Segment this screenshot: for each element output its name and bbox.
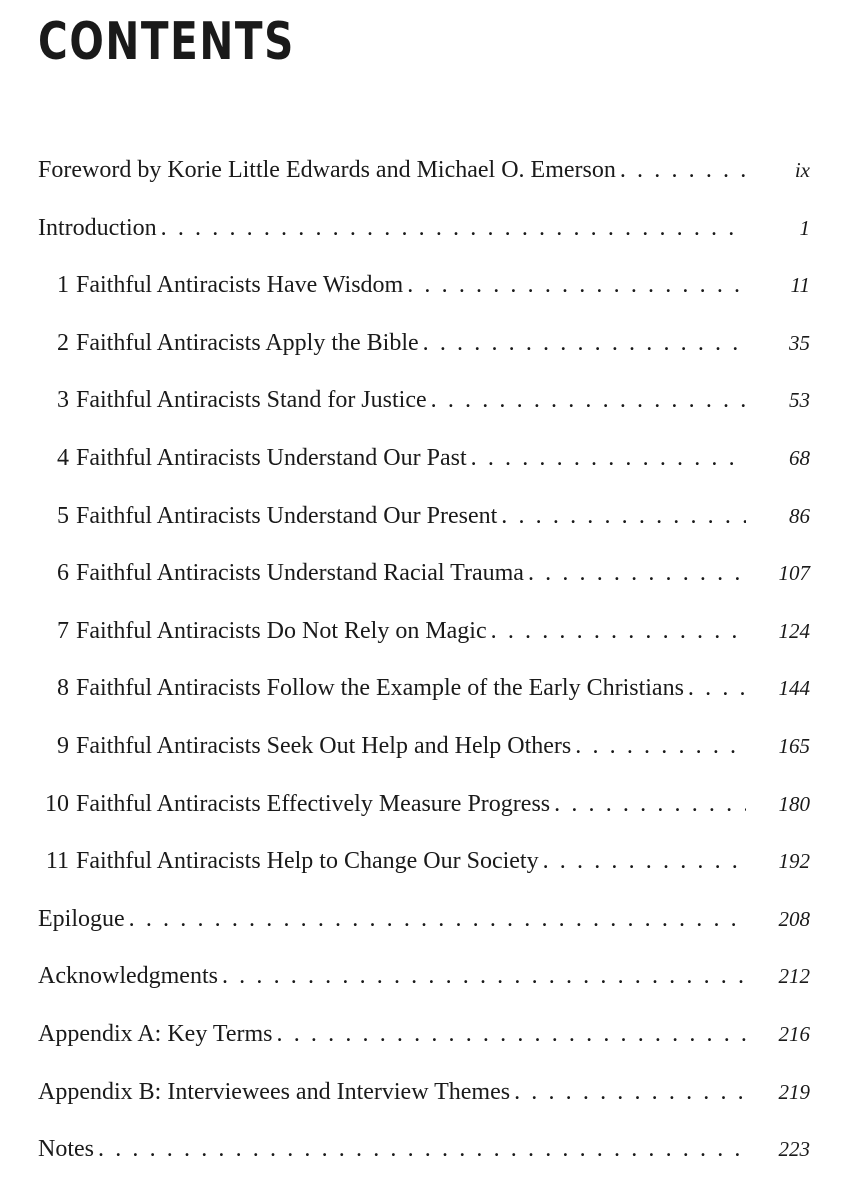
toc-entry-title: Faithful Antiracists Stand for Justice [76, 387, 427, 414]
toc-entry-page: 212 [778, 964, 810, 989]
toc-entry-page: ix [794, 158, 810, 182]
toc-entry-title: Faithful Antiracists Seek Out Help and Help Others [76, 732, 572, 759]
chapter-number: 3 [57, 387, 69, 414]
toc-entry-appendix-a[interactable] [38, 1006, 810, 1064]
toc-entry-page: 165 [778, 733, 810, 758]
toc-entry-page: 1 [799, 215, 810, 240]
chapter-number: 10 [45, 790, 69, 817]
toc-entry-title: Faithful Antiracists Apply the Bible [76, 329, 419, 356]
dot-leader [471, 430, 746, 488]
toc-entry-title: Foreword by Korie Little Edwards and Michael O. Emerson [38, 157, 616, 183]
toc-entry-page: 219 [778, 1079, 810, 1104]
toc-entry-title: Faithful Antiracists Follow the Example of the Early Christians [76, 675, 684, 702]
toc-entry-title: Epilogue [38, 905, 125, 932]
chapter-number: 9 [57, 732, 69, 759]
toc-entry-chapter-4[interactable] [38, 430, 810, 488]
toc-entry-chapter-8[interactable] [38, 660, 810, 718]
chapter-number: 2 [57, 329, 69, 356]
chapter-number: 1 [57, 272, 69, 299]
toc-entry-chapter-3[interactable] [38, 372, 810, 430]
chapter-number: 4 [57, 444, 69, 471]
toc-entry-chapter-1[interactable] [38, 257, 810, 315]
toc-entry-page: 68 [789, 445, 810, 470]
toc-entry-title: Faithful Antiracists Understand Our Past [76, 444, 467, 471]
toc-entry-title: Faithful Antiracists Do Not Rely on Magic [76, 617, 487, 644]
toc-entry-page: 223 [778, 1137, 810, 1162]
toc-entry-page: 208 [778, 906, 810, 931]
toc-entry-page: 35 [789, 330, 810, 355]
dot-leader [98, 1121, 746, 1179]
table-of-contents [38, 142, 810, 1179]
dot-leader [543, 833, 746, 891]
toc-entry-title: Faithful Antiracists Have Wisdom [76, 272, 404, 299]
toc-entry-title: Faithful Antiracists Understand Racial Trauma [76, 560, 524, 587]
toc-entry-title: Acknowledgments [38, 963, 218, 990]
toc-entry-title: Appendix B: Interviewees and Interview Themes [38, 1078, 511, 1105]
toc-entry-acknowledgments[interactable] [38, 948, 810, 1006]
dot-leader [620, 142, 746, 200]
toc-entry-chapter-7[interactable] [38, 603, 810, 661]
toc-entry-title: Faithful Antiracists Understand Our Present [76, 502, 498, 529]
toc-entry-chapter-2[interactable] [38, 315, 810, 373]
toc-entry-chapter-6[interactable] [38, 545, 810, 603]
dot-leader [501, 488, 746, 546]
dot-leader [129, 891, 746, 949]
page-title: CONTENTS [38, 12, 295, 72]
toc-entry-title: Appendix A: Key Terms [38, 1020, 273, 1047]
toc-entry-page: 192 [778, 849, 810, 874]
toc-entry-chapter-11[interactable] [38, 833, 810, 891]
toc-entry-page: 144 [778, 676, 810, 701]
dot-leader [277, 1006, 746, 1064]
chapter-number: 5 [57, 502, 69, 529]
toc-entry-page: 86 [789, 503, 810, 528]
toc-entry-epilogue[interactable] [38, 891, 810, 949]
toc-entry-foreword[interactable] [38, 142, 810, 200]
toc-entry-chapter-9[interactable] [38, 718, 810, 776]
toc-entry-page: 216 [778, 1021, 810, 1046]
toc-entry-notes[interactable] [38, 1121, 810, 1179]
toc-entry-page: 180 [778, 791, 810, 816]
dot-leader [407, 257, 746, 315]
toc-entry-introduction[interactable] [38, 200, 810, 258]
toc-entry-title: Faithful Antiracists Effectively Measure Progress [76, 790, 551, 817]
toc-entry-page: 124 [778, 618, 810, 643]
dot-leader [222, 948, 746, 1006]
dot-leader [688, 660, 746, 718]
chapter-number: 6 [57, 560, 69, 587]
toc-entry-page: 107 [778, 561, 810, 586]
dot-leader [575, 718, 746, 776]
dot-leader [431, 372, 746, 430]
toc-entry-title: Introduction [38, 214, 157, 241]
chapter-number: 7 [57, 617, 69, 644]
toc-entry-chapter-5[interactable] [38, 488, 810, 546]
dot-leader [514, 1064, 746, 1122]
dot-leader [528, 545, 746, 603]
chapter-number: 8 [57, 675, 69, 702]
toc-entry-title: Notes [38, 1136, 94, 1163]
dot-leader [491, 603, 746, 661]
dot-leader [161, 200, 746, 258]
dot-leader [554, 776, 746, 834]
dot-leader [423, 315, 746, 373]
toc-entry-title: Faithful Antiracists Help to Change Our Society [76, 848, 539, 875]
toc-entry-chapter-10[interactable] [38, 776, 810, 834]
toc-entry-appendix-b[interactable] [38, 1064, 810, 1122]
chapter-number: 11 [45, 848, 69, 875]
toc-entry-page: 11 [790, 273, 810, 298]
toc-entry-page: 53 [789, 388, 810, 413]
